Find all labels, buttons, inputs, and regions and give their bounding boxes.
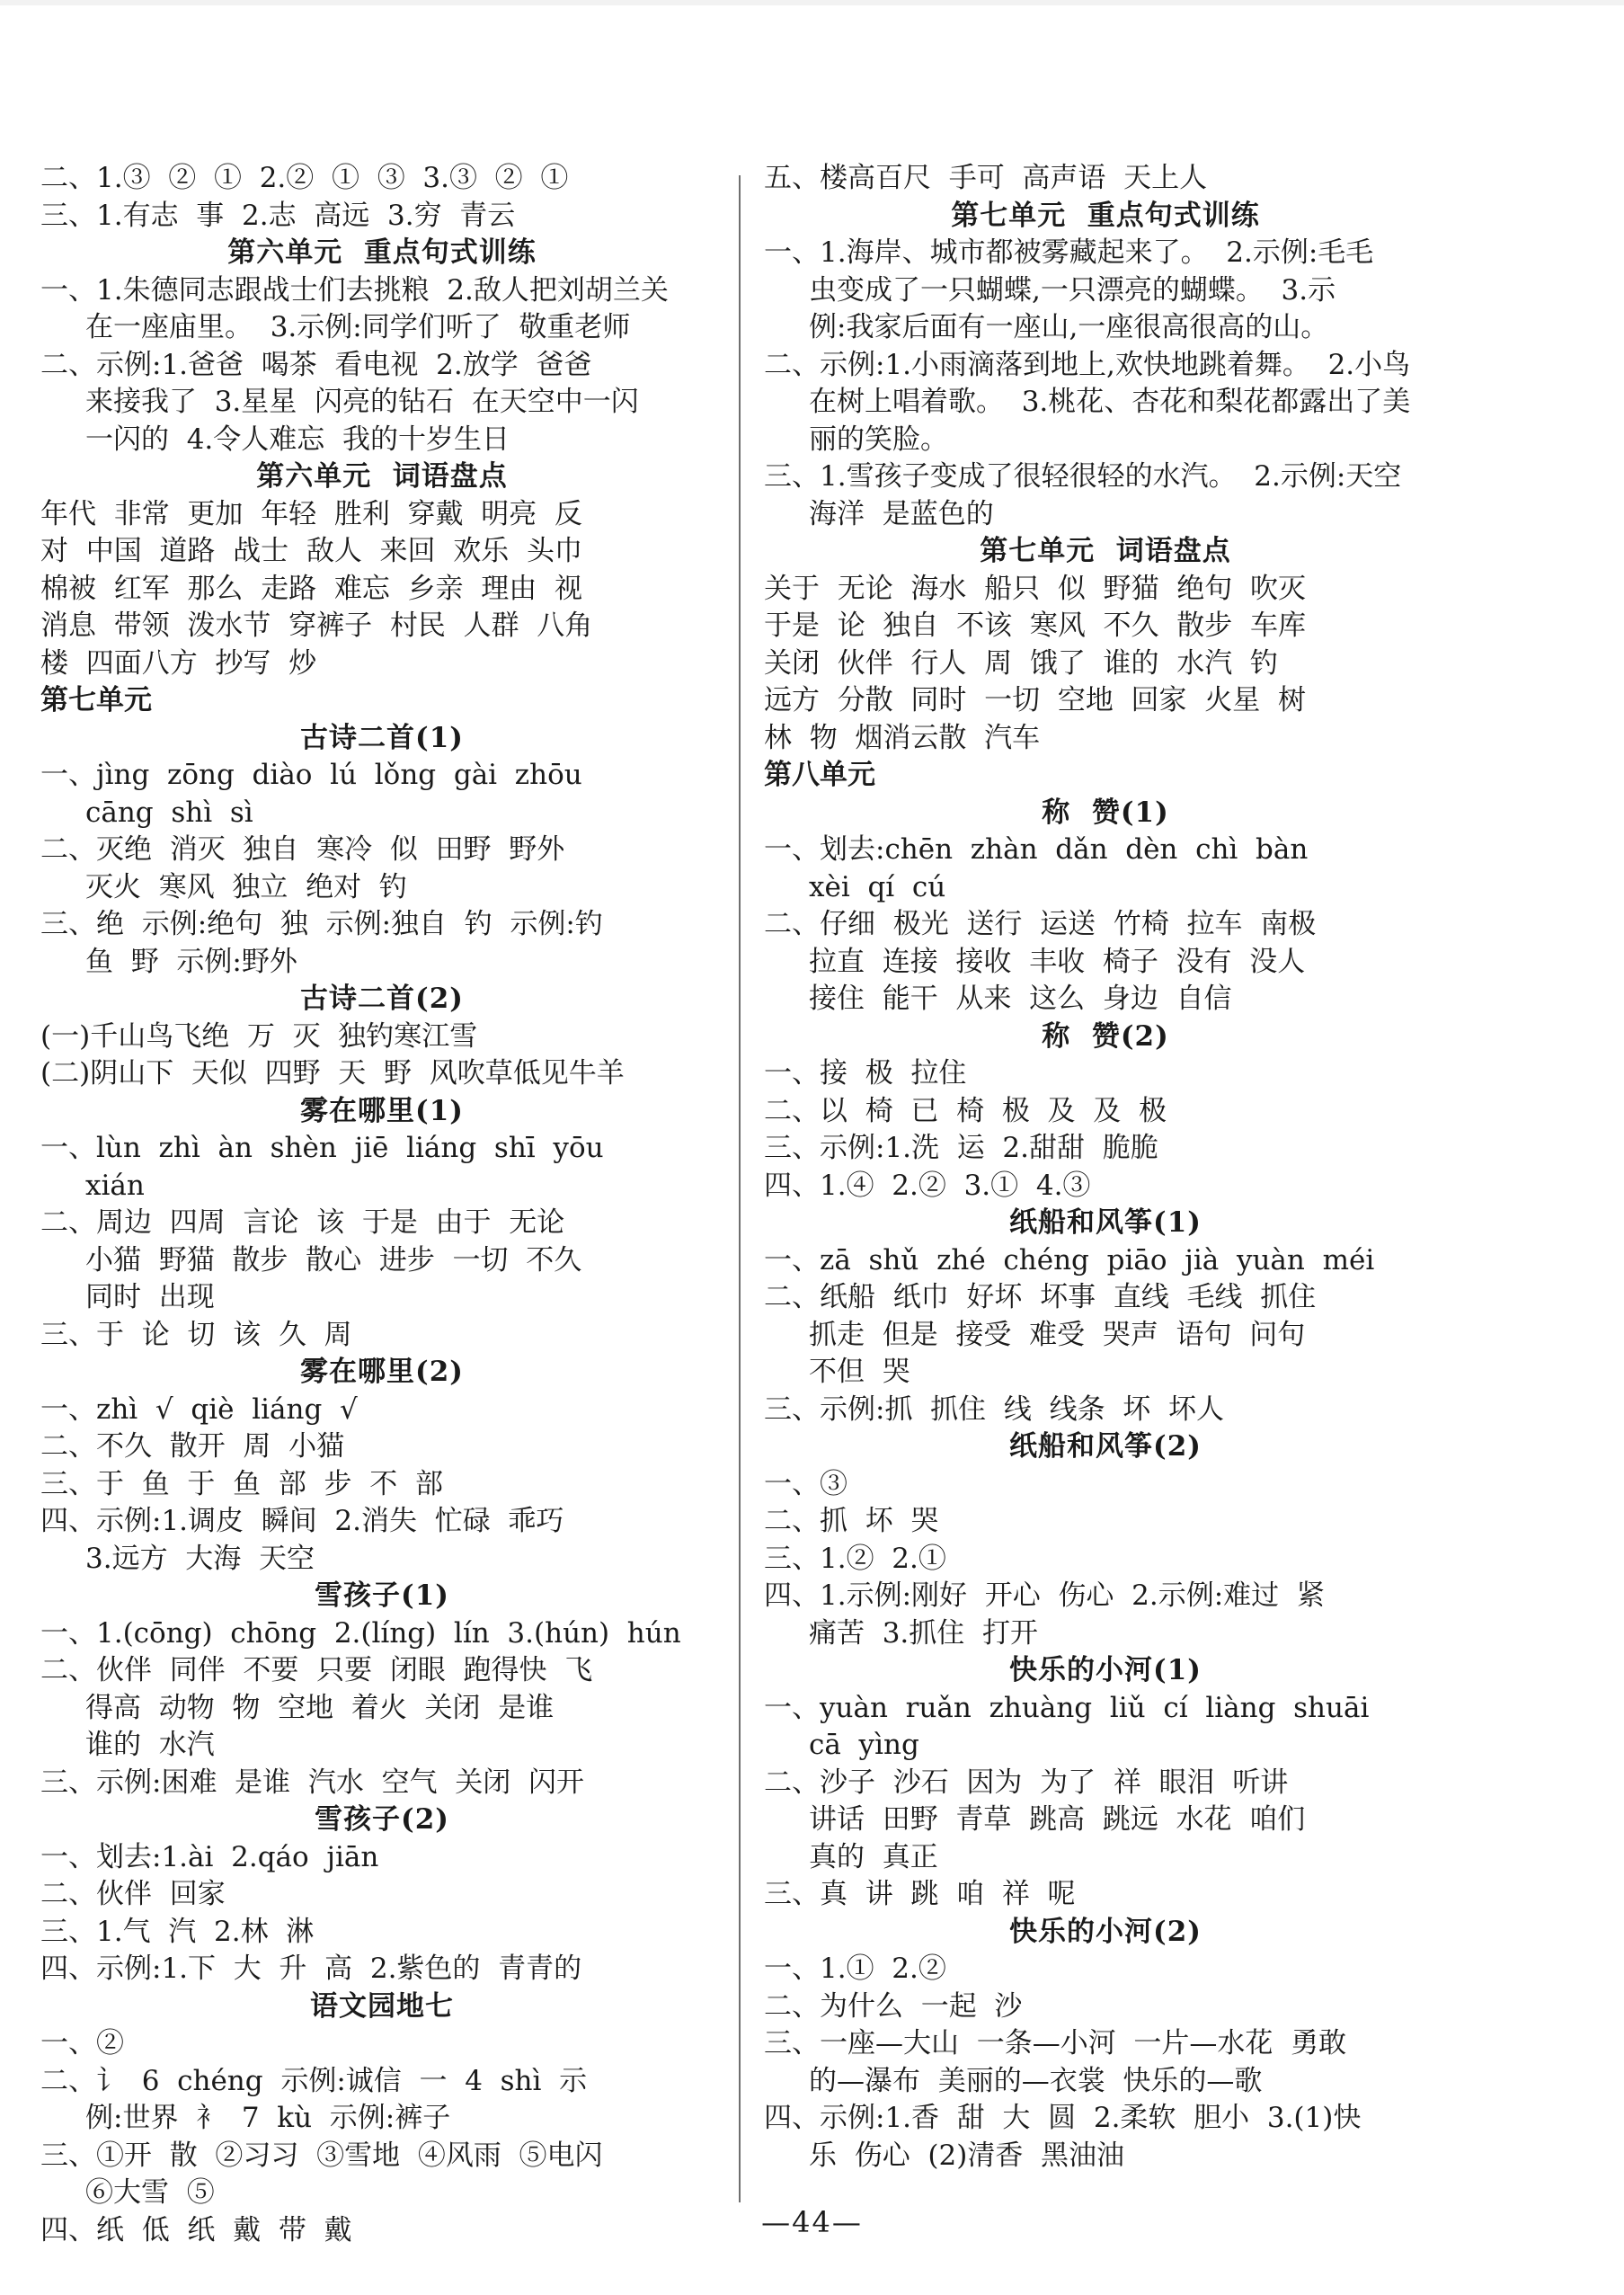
answer-line: 一、划去:chēn zhàn dǎn dèn chì bàn [764,833,1309,866]
answer-line: 例:我家后面有一座山,一座很高很高的山。 [809,311,1329,343]
section-heading: 纸船和风筝(1) [1009,1206,1202,1239]
answer-line: 二、抓 坏 哭 [764,1505,939,1537]
answer-line: 四、示例:1.下 大 升 高 2.紫色的 青青的 [40,1953,582,1985]
answer-line: 三、一座—大山 一条—小河 一片—水花 勇敢 [764,2027,1347,2059]
answer-line: 二、1.③ ② ① 2.② ① ③ 3.③ ② ① [40,162,569,194]
answer-line: 三、示例:1.洗 运 2.甜甜 脆脆 [764,1132,1158,1164]
section-heading: 古诗二首(2) [300,983,464,1015]
answer-line: 二、伙伴 回家 [40,1878,226,1910]
answer-line: 一、zhì √ qiè liáng √ [40,1392,358,1426]
answer-line: ⑥大雪 ⑤ [85,2176,215,2209]
answer-line: 四、1.示例:刚好 开心 伤心 2.示例:难过 紧 [764,1579,1325,1612]
answer-line: 二、伙伴 同伴 不要 只要 闭眼 跑得快 飞 [40,1654,593,1686]
page-number: —44— [761,2205,863,2239]
answer-line: 痛苦 3.抓住 打开 [809,1616,1038,1650]
answer-line: 在一座庙里。 3.示例:同学们听了 敬重老师 [85,311,631,343]
section-heading: 雪孩子(1) [315,1579,449,1612]
answer-line: 一、1.海岸、城市都被雾藏起来了。 2.示例:毛毛 [764,236,1374,269]
answer-line: (二)阴山下 天似 四野 天 野 风吹草低见牛羊 [40,1057,625,1090]
answer-line: 一、yuàn ruǎn zhuàng liǔ cí liàng shuāi [764,1691,1370,1724]
answer-line: 同时 出现 [85,1281,215,1313]
answer-line: 三、于 鱼 于 鱼 部 步 不 部 [40,1467,443,1500]
section-heading: 称 赞(1) [1042,796,1169,829]
answer-line: 3.远方 大海 天空 [85,1542,315,1575]
answer-line: 丽的笑脸。 [809,423,948,456]
answer-line: 一、lùn zhì àn shèn jiē liáng shī yōu [40,1132,604,1164]
answer-line: 二、灭绝 消灭 独自 寒冷 似 田野 野外 [40,833,565,866]
answer-line: 二、为什么 一起 沙 [764,1989,1023,2023]
answer-line: 一、接 极 拉住 [764,1057,967,1090]
answer-line: 一、划去:1.ài 2.qáo jiān [40,1840,379,1873]
section-heading: 纸船和风筝(2) [1009,1430,1202,1463]
unit-heading: 第八单元 [764,759,875,791]
answer-line: 真的 真正 [809,1840,938,1873]
answer-line: (一)千山鸟飞绝 万 灭 独钓寒江雪 [40,1019,478,1053]
section-heading: 语文园地七 [310,1989,454,2023]
answer-line: xèi qí cú [809,870,946,903]
answer-line: 三、绝 示例:绝句 独 示例:独自 钓 示例:钓 [40,908,603,940]
section-heading: 古诗二首(1) [300,721,464,754]
answer-line: 得高 动物 物 空地 着火 关闭 是谁 [85,1691,555,1724]
section-heading: 第七单元 重点句式训练 [951,199,1260,232]
answer-line: 二、纸船 纸巾 好坏 坏事 直线 毛线 抓住 [764,1281,1317,1313]
column-divider [739,175,741,2202]
answer-line: 二、示例:1.小雨滴落到地上,欢快地跳着舞。 2.小鸟 [764,348,1411,381]
answer-line: 谁的 水汽 [85,1729,215,1761]
answer-line: 小猫 野猫 散步 散心 进步 一切 不久 [85,1243,582,1276]
section-heading: 雾在哪里(1) [300,1094,464,1127]
answer-line: 的—瀑布 美丽的—衣裳 快乐的—歌 [809,2064,1263,2097]
answer-line: 关于 无论 海水 船只 似 野猫 绝句 吹灭 [764,572,1306,605]
answer-line: 乐 伤心 (2)清香 黑油油 [809,2139,1125,2172]
answer-line: xián [85,1169,145,1202]
answer-line: 楼 四面八方 抄写 炒 [40,646,317,680]
answer-line: 对 中国 道路 战士 敌人 来回 欢乐 头巾 [40,535,582,567]
answer-line: 二、仔细 极光 送行 运送 竹椅 拉车 南极 [764,908,1317,940]
answer-line: 抓走 但是 接受 难受 哭声 语句 问句 [809,1318,1306,1351]
answer-line: 二、沙子 沙石 因为 为了 祥 眼泪 听讲 [764,1766,1289,1799]
section-heading: 称 赞(2) [1042,1019,1169,1053]
answer-line: 一、jìng zōng diào lú lǒng gài zhōu [40,759,582,791]
answer-line: 三、①开 散 ②习习 ③雪地 ④风雨 ⑤电闪 [40,2139,603,2172]
section-heading: 快乐的小河(1) [1009,1654,1202,1686]
answer-line: 远方 分散 同时 一切 空地 回家 火星 树 [764,684,1306,716]
answer-line: 二、示例:1.爸爸 喝茶 看电视 2.放学 爸爸 [40,348,592,381]
answer-line: 二、讠 6 chéng 示例:诚信 一 4 shì 示 [40,2064,588,2097]
answer-line: 例:世界 衤 7 kù 示例:裤子 [85,2102,451,2134]
answer-line: cā yìng [809,1729,919,1761]
answer-line: 讲话 田野 青草 跳高 跳远 水花 咱们 [809,1803,1306,1836]
answer-line: 二、以 椅 已 椅 极 及 及 极 [764,1094,1167,1127]
answer-line: 在树上唱着歌。 3.桃花、杏花和梨花都露出了美 [809,386,1411,418]
answer-line: 三、真 讲 跳 咱 祥 呢 [764,1878,1076,1910]
left-column [40,160,723,2249]
answer-line: 四、示例:1.香 甜 大 圆 2.柔软 胆小 3.(1)快 [764,2102,1362,2134]
answer-line: 林 物 烟消云散 汽车 [764,721,1041,754]
answer-line: 三、1.雪孩子变成了很轻很轻的水汽。 2.示例:天空 [764,460,1402,493]
answer-line: 一、1.① 2.② [764,1953,946,1985]
section-heading: 雪孩子(2) [315,1803,449,1836]
answer-line: 三、1.气 汽 2.林 淋 [40,1915,315,1948]
right-column [764,160,1447,2175]
answer-line: 二、周边 四周 言论 该 于是 由于 无论 [40,1206,565,1239]
answer-line: 一、② [40,2027,124,2059]
section-heading: 第六单元 词语盘点 [256,460,508,493]
answer-line: 一闪的 4.令人难忘 我的十岁生日 [85,423,510,456]
answer-line: 三、于 论 切 该 久 周 [40,1318,352,1351]
answer-line: 三、示例:困难 是谁 汽水 空气 关闭 闪开 [40,1766,584,1799]
answer-line: 一、1.朱德同志跟战士们去挑粮 2.敌人把刘胡兰关 [40,273,669,307]
answer-line: 于是 论 独自 不该 寒风 不久 散步 车库 [764,609,1306,642]
answer-line: 四、示例:1.调皮 瞬间 2.消失 忙碌 乖巧 [40,1505,564,1537]
answer-line: 虫变成了一只蝴蝶,一只漂亮的蝴蝶。 3.示 [809,273,1336,307]
answer-line: 二、不久 散开 周 小猫 [40,1430,345,1463]
section-heading: 快乐的小河(2) [1009,1915,1202,1948]
answer-line: 海洋 是蓝色的 [809,497,994,530]
answer-line: 拉直 连接 接收 丰收 椅子 没有 没人 [809,945,1306,978]
answer-line: 接住 能干 从来 这么 身边 自信 [809,983,1232,1015]
top-edge [0,0,1624,5]
unit-heading: 第七单元 [40,684,152,716]
answer-line: 四、1.④ 2.② 3.① 4.③ [764,1169,1091,1202]
answer-line: 关闭 伙伴 行人 周 饿了 谁的 水汽 钓 [764,646,1278,680]
answer-line: 消息 带领 泼水节 穿裤子 村民 人群 八角 [40,609,593,642]
section-heading: 第六单元 重点句式训练 [227,236,537,269]
answer-line: 年代 非常 更加 年轻 胜利 穿戴 明亮 反 [40,497,582,530]
section-heading: 雾在哪里(2) [300,1356,464,1388]
answer-line: 一、zā shǔ zhé chéng piāo jià yuàn méi [764,1243,1375,1276]
answer-line: 一、③ [764,1467,847,1500]
answer-line: 五、楼高百尺 手可 高声语 天上人 [764,162,1208,194]
answer-line: 棉被 红军 那么 走路 难忘 乡亲 理由 视 [40,572,582,605]
answer-line: 三、1.② 2.① [764,1542,946,1575]
answer-line: 来接我了 3.星星 闪亮的钻石 在天空中一闪 [85,386,639,418]
answer-line: cāng shì sì [85,796,253,829]
answer-line: 一、1.(cōng) chōng 2.(líng) lín 3.(hún) hún [40,1616,681,1650]
section-heading: 第七单元 词语盘点 [980,535,1231,567]
answer-line: 灭火 寒风 独立 绝对 钓 [85,870,407,903]
answer-line: 不但 哭 [809,1356,910,1388]
answer-line: 三、示例:抓 抓住 线 线条 坏 坏人 [764,1392,1224,1426]
answer-line: 四、纸 低 纸 戴 带 戴 [40,2213,352,2246]
answer-line: 鱼 野 示例:野外 [85,945,297,978]
answer-line: 三、1.有志 事 2.志 高远 3.穷 青云 [40,199,516,232]
